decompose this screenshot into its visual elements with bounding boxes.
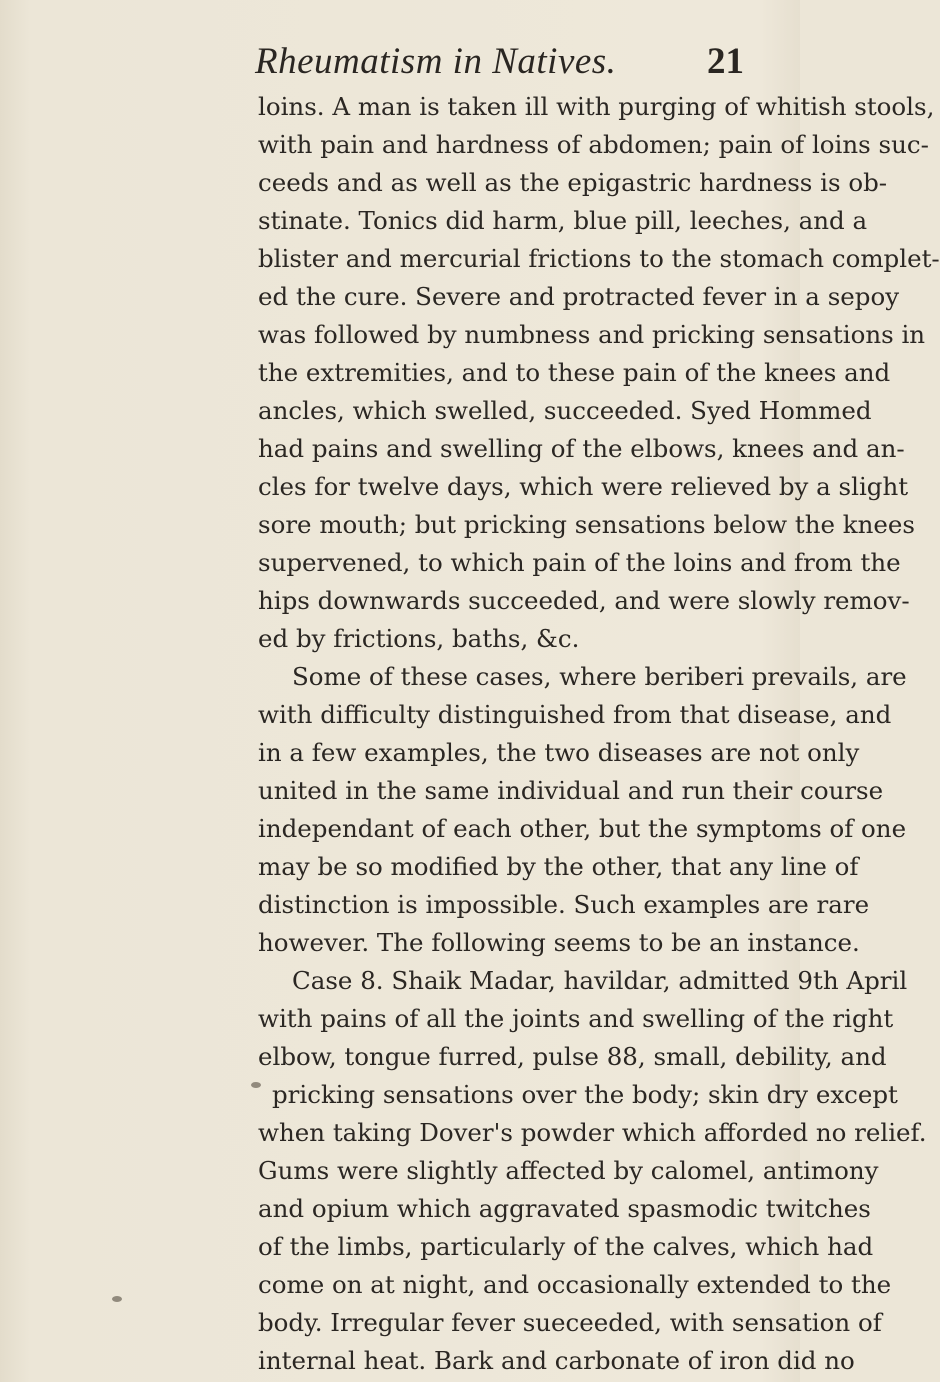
text-line: in a few examples, the two diseases are not only <box>258 738 860 767</box>
text-line: come on at night, and occasionally extended to the <box>258 1270 892 1299</box>
text-line: elbow, tongue furred, pulse 88, small, debility, and <box>258 1042 887 1071</box>
text-line: with pains of all the joints and swelling of the right <box>258 1004 894 1033</box>
text-line: hips downwards succeeded, and were slowly remov- <box>258 586 910 615</box>
text-line: ancles, which swelled, succeeded. Syed Hommed <box>258 396 872 425</box>
text-line: supervened, to which pain of the loins and from the <box>258 548 901 577</box>
text-line: when taking Dover's powder which afforded no relief. <box>258 1118 927 1147</box>
ink-speck <box>251 1082 261 1088</box>
text-line: cles for twelve days, which were relieved by a slight <box>258 472 909 501</box>
text-line: was followed by numbness and pricking sensations in <box>258 320 926 349</box>
text-line: independant of each other, but the symptoms of one <box>258 814 907 843</box>
text-line: ceeds and as well as the epigastric hardness is ob- <box>258 168 888 197</box>
text-line: ed the cure. Severe and protracted fever in a sepoy <box>258 282 900 311</box>
text-line: however. The following seems to be an instance. <box>258 928 860 957</box>
paragraph-first-line: Case 8. Shaik Madar, havildar, admitted 9th April <box>292 966 908 995</box>
running-title: Rheumatism in Natives. <box>255 41 617 82</box>
text-line: stinate. Tonics did harm, blue pill, leeches, and a <box>258 206 868 235</box>
text-line: and opium which aggravated spasmodic twitches <box>258 1194 871 1223</box>
text-line: distinction is impossible. Such examples are rare <box>258 890 870 919</box>
text-line: with pain and hardness of abdomen; pain of loins suc- <box>258 130 929 159</box>
text-line: with difficulty distinguished from that disease, and <box>258 700 892 729</box>
text-line: united in the same individual and run their course <box>258 776 884 805</box>
text-line: blister and mercurial frictions to the stomach complet- <box>258 244 940 273</box>
paragraph-first-line: Some of these cases, where beriberi prevails, are <box>292 662 907 691</box>
text-line: had pains and swelling of the elbows, knees and an- <box>258 434 905 463</box>
text-line: loins. A man is taken ill with purging of whitish stools, <box>258 92 935 121</box>
text-line: the extremities, and to these pain of the knees and <box>258 358 891 387</box>
text-line: sore mouth; but pricking sensations below the knees <box>258 510 915 539</box>
ink-speck <box>112 1296 122 1302</box>
text-line: ed by frictions, baths, &c. <box>258 624 580 653</box>
text-line: pricking sensations over the body; skin dry except <box>272 1080 898 1109</box>
page-header <box>0 40 800 84</box>
text-line: body. Irregular fever sueceeded, with sensation of <box>258 1308 882 1337</box>
text-line: Gums were slightly affected by calomel, antimony <box>258 1156 879 1185</box>
page-number: 21 <box>707 41 744 82</box>
text-line: may be so modified by the other, that any line of <box>258 852 859 881</box>
text-line: of the limbs, particularly of the calves, which had <box>258 1232 874 1261</box>
text-line: internal heat. Bark and carbonate of iron did no <box>258 1346 855 1375</box>
